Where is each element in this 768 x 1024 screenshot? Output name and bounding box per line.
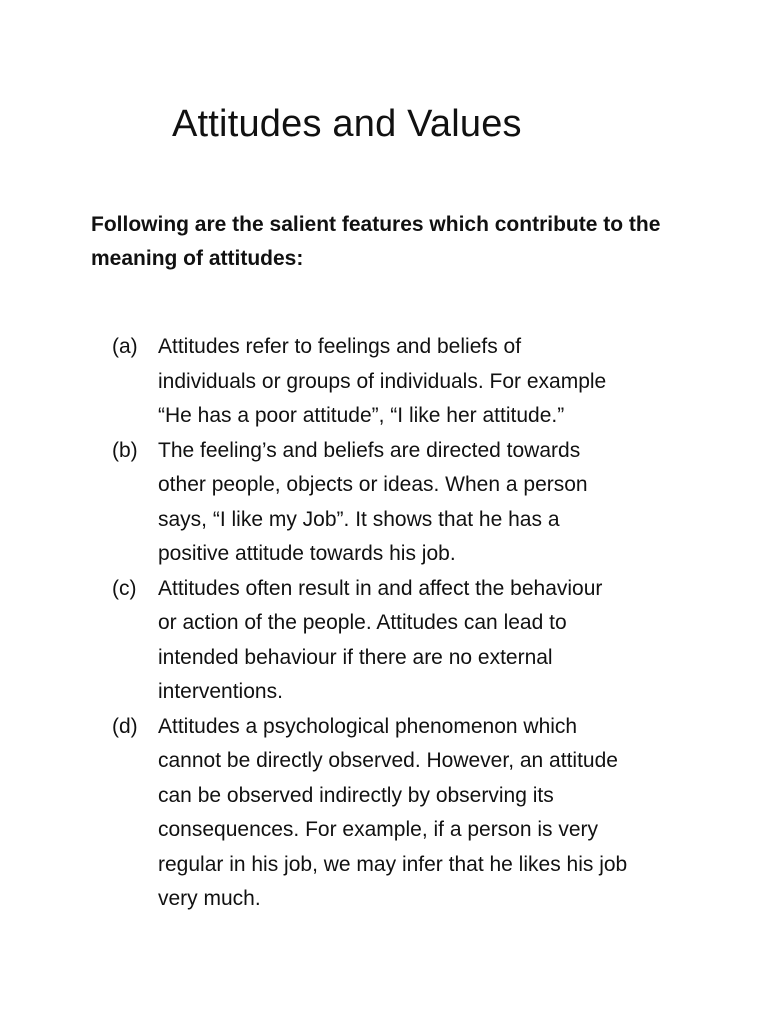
list-marker: (a)	[112, 335, 138, 358]
list-item	[112, 330, 672, 434]
list-item-text: Attitudes a psychological phenomenon which cannot be directly observed. However, an attitude can be observed indirectly by observing its consequences. For example, if a person is very regular in his job, we may infer that he likes his job very much.	[158, 714, 628, 910]
list-item	[112, 434, 672, 572]
page-title: Attitudes and Values	[172, 103, 522, 145]
list-marker: (b)	[112, 438, 138, 462]
feature-list	[112, 330, 672, 917]
list-item-text: Attitudes often result in and affect the behaviour or action of the people. Attitudes can lead to intended behaviour if there are no external interventions.	[158, 576, 603, 703]
list-marker: (d)	[112, 714, 138, 738]
intro-paragraph: Following are the salient features which contribute to the meaning of attitudes:	[91, 213, 661, 270]
list-marker: (c)	[112, 576, 137, 600]
list-item-text: Attitudes refer to feelings and beliefs of individuals or groups of individuals. For example “He has a poor attitude”, “I like her attitude.”	[158, 335, 607, 427]
list-item	[112, 710, 672, 917]
list-item	[112, 572, 672, 710]
list-item-text: The feeling’s and beliefs are directed towards other people, objects or ideas. When a person says, “I like my Job”. It shows that he has a positive attitude towards his job.	[158, 438, 588, 565]
